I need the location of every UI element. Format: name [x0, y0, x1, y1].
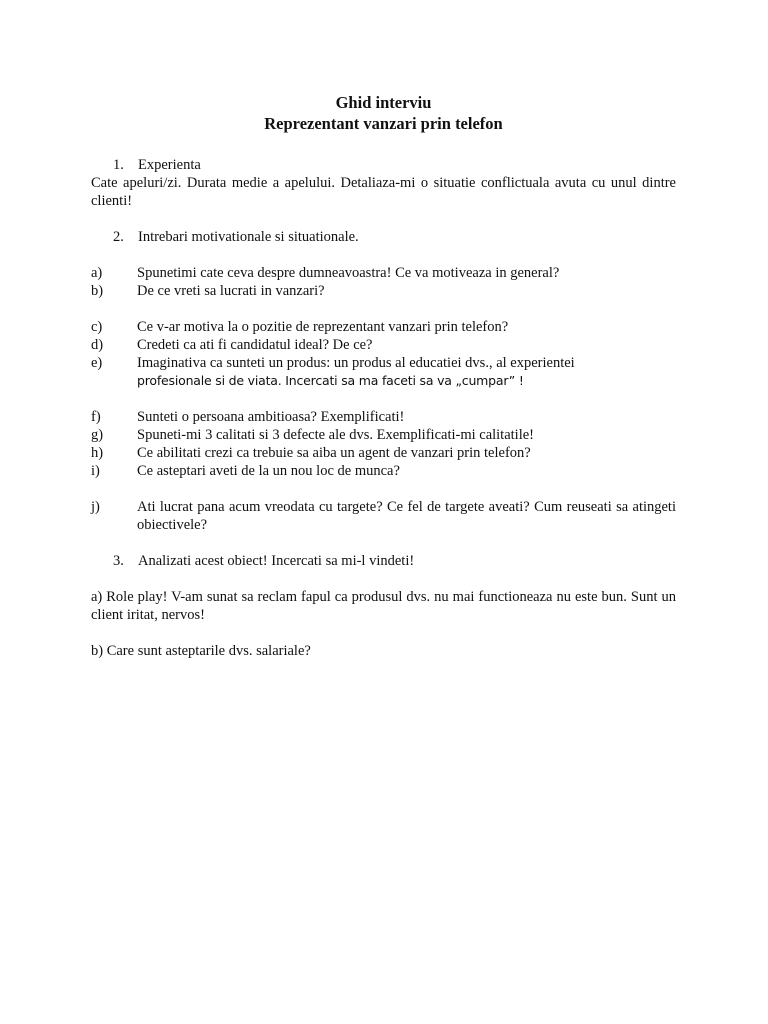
question-item: [91, 318, 676, 336]
question-text: Sunteti o persoana ambitioasa? Exemplificati!: [137, 409, 405, 425]
question-label: j): [91, 499, 100, 515]
question-text-line-2: profesionale si de viata. Incercati sa ma faceti sa va „cumpar” !: [137, 373, 524, 388]
title-line-2: Reprezentant vanzari prin telefon: [264, 114, 503, 133]
document-content: [91, 92, 676, 660]
question-text: Ce abilitati crezi ca trebuie sa aiba un agent de vanzari prin telefon?: [137, 445, 531, 461]
question-item: [91, 444, 676, 462]
section-1-heading: [113, 156, 676, 174]
question-label: c): [91, 319, 103, 335]
question-text-line-1: Imaginativa ca sunteti un produs: un produs al educatiei dvs., al experientei: [137, 355, 575, 371]
section-number: 1.: [113, 157, 124, 173]
question-label: d): [91, 337, 104, 353]
question-label: h): [91, 445, 104, 461]
question-text: [137, 354, 676, 390]
question-item: [91, 408, 676, 426]
question-text: De ce vreti sa lucrati in vanzari?: [137, 283, 325, 299]
question-label: f): [91, 409, 101, 425]
question-item: [91, 282, 676, 300]
question-item: [91, 462, 676, 480]
question-item: [91, 498, 676, 534]
salary-question: b) Care sunt asteptarile dvs. salariale?: [91, 643, 311, 659]
question-text: Ati lucrat pana acum vreodata cu targete? Ce fel de targete aveati? Cum reuseati sa atingeti obiectivele?: [137, 499, 676, 533]
role-play-text: a) Role play! V-am sunat sa reclam fapul ca produsul dvs. nu mai functioneaza nu este bun. Sunt un client iritat, nervos!: [91, 589, 676, 623]
section-title: Analizati acest obiect! Incercati sa mi-l vindeti!: [138, 553, 415, 569]
question-text: Credeti ca ati fi candidatul ideal? De ce?: [137, 337, 373, 353]
title-line-1: Ghid interviu: [335, 93, 432, 112]
question-item: [91, 426, 676, 444]
question-label: g): [91, 427, 104, 443]
question-text: Spuneti-mi 3 calitati si 3 defecte ale dvs. Exemplificati-mi calitatile!: [137, 427, 535, 443]
section-title: Intrebari motivationale si situationale.: [138, 229, 359, 245]
question-text: Ce v-ar motiva la o pozitie de reprezentant vanzari prin telefon?: [137, 319, 509, 335]
question-label: e): [91, 355, 103, 371]
question-item: [91, 336, 676, 354]
question-label: i): [91, 463, 100, 479]
question-text: Spunetimi cate ceva despre dumneavoastra! Ce va motiveaza in general?: [137, 265, 560, 281]
section-1-text: Cate apeluri/zi. Durata medie a apelului. Detaliaza-mi o situatie conflictuala avuta cu unul dintre clienti!: [91, 175, 676, 209]
document-title: [91, 92, 676, 134]
section-3-heading: [113, 552, 676, 570]
section-2-heading: [113, 228, 676, 246]
question-label: a): [91, 265, 103, 281]
question-item: [91, 264, 676, 282]
question-item: [91, 354, 676, 390]
section-title: Experienta: [138, 157, 201, 173]
section-number: 2.: [113, 229, 124, 245]
section-number: 3.: [113, 553, 124, 569]
question-text: Ce asteptari aveti de la un nou loc de munca?: [137, 463, 400, 479]
question-label: b): [91, 283, 104, 299]
